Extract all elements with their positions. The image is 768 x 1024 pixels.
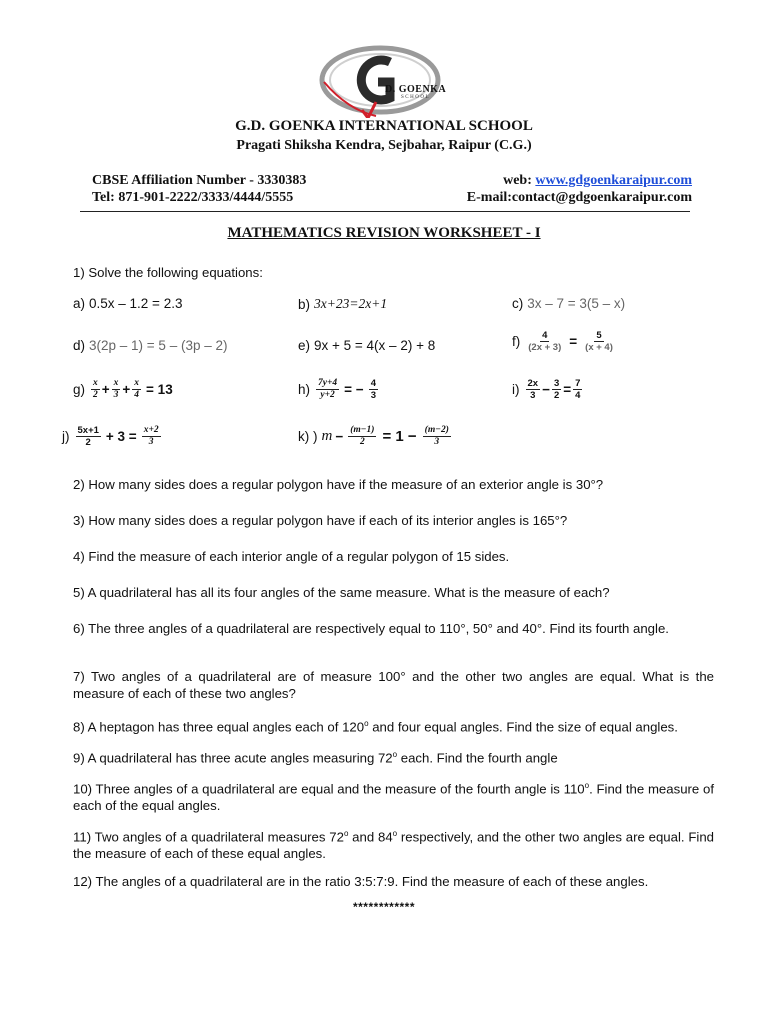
logo-brand-text: D. GOENKA (385, 84, 447, 95)
fraction (369, 378, 378, 401)
operator: − (335, 429, 344, 444)
numerator: 4 (542, 330, 548, 341)
equation-label: i) (512, 382, 520, 397)
equation-text: 3x – 7 = 3(5 – x) (527, 296, 626, 311)
numerator: x+2 (143, 425, 159, 435)
question-6: 6) The three angles of a quadrilateral are respectively equal to 110°, 50° and 40°. Find its fourth angle. (73, 621, 669, 636)
equation-c (512, 296, 625, 311)
denominator: 2 (93, 390, 98, 400)
equation-j (62, 425, 163, 448)
denominator: (x + 4) (585, 342, 613, 353)
equation-label: d) (73, 338, 86, 353)
question-10 (73, 777, 714, 814)
equation-f (512, 330, 617, 353)
question-text: . Find the measure of each of the equal angles. (73, 781, 714, 814)
fraction (91, 378, 100, 401)
equation-d (73, 338, 227, 353)
equation-e (298, 338, 435, 353)
equation-h (298, 378, 380, 401)
equation-text: 9x + 5 = 4(x – 2) + 8 (314, 338, 436, 353)
denominator: 4 (134, 390, 140, 400)
question-2: 2) How many sides does a regular polygon have if the measure of an exterior angle is 30°? (73, 477, 604, 492)
end-mark: ************ (352, 900, 416, 914)
equation-label: j) (62, 429, 70, 444)
question-text: respectively, and the other two angles are equal. Find the measure of each of these equal angles. (73, 829, 714, 862)
question-text: 8) A heptagon has three equal angles each of 120 (73, 719, 365, 735)
school-address: Pragati Shiksha Kendra, Sejbahar, Raipur (C.G.) (236, 138, 532, 153)
question-5: 5) A quadrilateral has all its four angles of the same measure. What is the measure of each? (73, 585, 610, 600)
question-text: 11) Two angles of a quadrilateral measures 72 (73, 829, 344, 845)
denominator: (2x + 3) (528, 342, 562, 353)
equation-label: k) ) (298, 429, 318, 444)
website (503, 173, 692, 189)
equation-text: 3(2p – 1) = 5 – (3p – 2) (89, 338, 228, 353)
denominator: 3 (530, 390, 536, 401)
operator: + 3 = (105, 429, 137, 444)
school-logo (318, 40, 456, 118)
denominator: 2 (85, 437, 91, 448)
question-9 (73, 746, 714, 766)
denominator: 2 (553, 390, 560, 401)
degree-mark: o (392, 750, 398, 759)
fraction (316, 378, 339, 401)
equation-k (298, 425, 453, 448)
numerator: 5 (596, 330, 602, 341)
equation-text: 0.5x – 1.2 = 2.3 (89, 296, 183, 311)
operator: = (563, 382, 572, 397)
fraction (132, 378, 141, 401)
equation-label: b) (298, 296, 311, 312)
website-label: web: (503, 173, 532, 188)
fraction (112, 378, 121, 401)
fraction (348, 425, 376, 448)
fraction (573, 378, 582, 401)
degree-mark: o (392, 829, 398, 838)
question-1-heading: 1) Solve the following equations: (73, 265, 263, 280)
question-text: each. Find the fourth angle (397, 750, 558, 766)
question-text: and 84 (348, 829, 393, 845)
operator: + (122, 382, 131, 397)
degree-mark: o (364, 719, 369, 728)
website-link[interactable]: www.gdgoenkaraipur.com (535, 173, 692, 188)
logo-sub-text: SCHOOL (401, 95, 431, 100)
question-8 (73, 715, 714, 735)
fraction (552, 378, 561, 401)
telephone: Tel: 871-901-2222/3333/4444/5555 (92, 190, 294, 205)
degree-mark: o (343, 829, 349, 838)
equation-b (298, 296, 387, 312)
numerator: x (134, 378, 140, 388)
numerator: 3 (553, 378, 560, 389)
fraction (526, 378, 541, 401)
numerator: 5x+1 (77, 425, 99, 436)
question-text: and four equal angles. Find the size of equal angles. (368, 719, 678, 735)
degree-mark: o (584, 781, 590, 790)
equation-label: a) (73, 296, 86, 311)
denominator: 3 (434, 437, 440, 447)
email: E-mail:contact@gdgoenkaraipur.com (466, 190, 692, 205)
question-text: 9) A quadrilateral has three acute angles measuring 72 (73, 750, 393, 766)
question-11 (73, 825, 714, 862)
denominator: 3 (113, 390, 119, 400)
question-12: 12) The angles of a quadrilateral are in the ratio 3:5:7:9. Find the measure of each of these angles. (73, 874, 649, 889)
equation-label: e) (298, 338, 311, 353)
numerator: 7y+4 (318, 378, 338, 388)
fraction (76, 425, 101, 448)
equation-g (73, 378, 173, 401)
variable: m (321, 428, 333, 444)
equation-label: g) (73, 382, 86, 397)
question-3: 3) How many sides does a regular polygon have if each of its interior angles is 165°? (73, 513, 568, 528)
fraction (142, 425, 161, 448)
equation-label: f) (512, 334, 521, 349)
question-text: 10) Three angles of a quadrilateral are equal and the measure of the fourth angle is 110 (73, 781, 585, 797)
question-7: 7) Two angles of a quadrilateral are of measure 100° and the other two angles are equal. What is the measure of each of these two angles? (73, 669, 714, 701)
operator: = (569, 334, 578, 349)
equation-label: h) (298, 382, 311, 397)
denominator: 3 (148, 437, 154, 447)
affiliation-number: CBSE Affiliation Number - 3330383 (92, 173, 307, 188)
fraction (526, 330, 563, 353)
fraction (423, 425, 451, 448)
fraction (583, 330, 615, 353)
numerator: 7 (575, 378, 581, 389)
numerator: (m−1) (350, 425, 375, 435)
operator: = 13 (146, 382, 173, 397)
denominator: 2 (359, 437, 365, 447)
header-divider (80, 211, 690, 212)
school-name: G.D. GOENKA INTERNATIONAL SCHOOL (235, 118, 533, 134)
operator: − (542, 382, 550, 397)
numerator: x (113, 378, 119, 388)
denominator: y+2 (320, 390, 335, 400)
question-4: 4) Find the measure of each interior angle of a regular polygon of 15 sides. (73, 549, 510, 564)
denominator: 4 (575, 390, 581, 401)
numerator: 4 (370, 378, 376, 389)
operator: = 1 − (382, 428, 417, 445)
operator: + (101, 382, 110, 397)
denominator: 3 (370, 390, 376, 401)
equation-i (512, 378, 584, 401)
equation-label: c) (512, 296, 524, 311)
equation-text: 3x+23=2x+1 (314, 296, 388, 311)
equation-a (73, 296, 182, 311)
numerator: x (93, 378, 98, 388)
numerator: (m−2) (424, 425, 449, 435)
operator: = − (344, 382, 364, 397)
numerator: 2x (527, 378, 539, 389)
worksheet-title: MATHEMATICS REVISION WORKSHEET - I (227, 225, 541, 241)
